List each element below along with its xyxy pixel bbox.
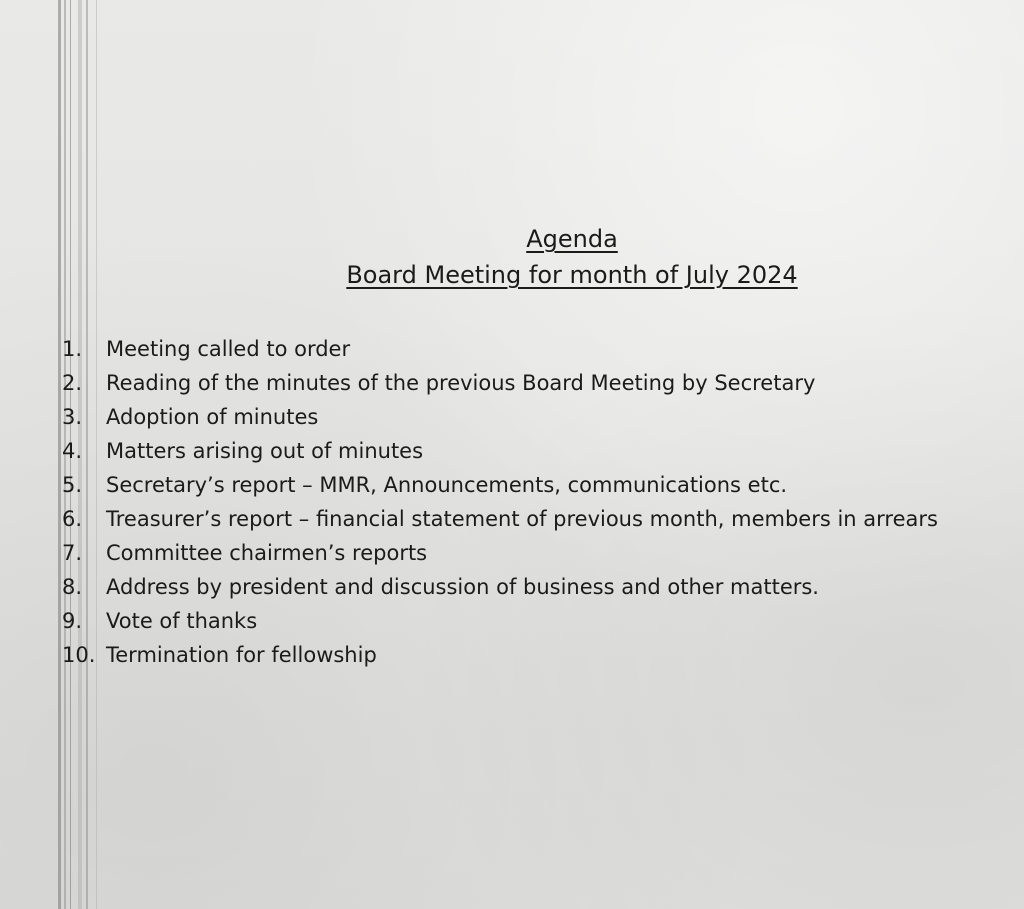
item-text: Committee chairmen’s reports [106,541,428,565]
item-number: 3. [62,405,83,429]
item-number: 8. [62,575,83,599]
item-number: 4. [62,439,83,463]
item-text: Treasurer’s report – financial statement of previous month, members in arrears [106,507,938,531]
meeting-title: Board Meeting for month of July 2024 [346,261,798,289]
item-text: Secretary’s report – MMR, Announcements, communications etc. [106,473,788,497]
item-text: Adoption of minutes [106,405,319,429]
item-number: 9. [62,609,83,633]
item-number: 10. [62,643,96,667]
item-text: Reading of the minutes of the previous Board Meeting by Secretary [106,371,816,395]
item-number: 5. [62,473,83,497]
item-number: 2. [62,371,83,395]
item-text: Matters arising out of minutes [106,439,424,463]
binding-line [96,0,97,909]
item-number: 7. [62,541,83,565]
item-number: 6. [62,507,83,531]
item-text: Termination for fellowship [106,643,377,667]
binding-line [86,0,88,909]
item-number: 1. [62,337,83,361]
item-text: Meeting called to order [106,337,351,361]
binding-line [58,0,61,909]
item-text: Vote of thanks [106,609,258,633]
agenda-heading: Agenda [526,225,618,253]
item-text: Address by president and discussion of business and other matters. [106,575,819,599]
